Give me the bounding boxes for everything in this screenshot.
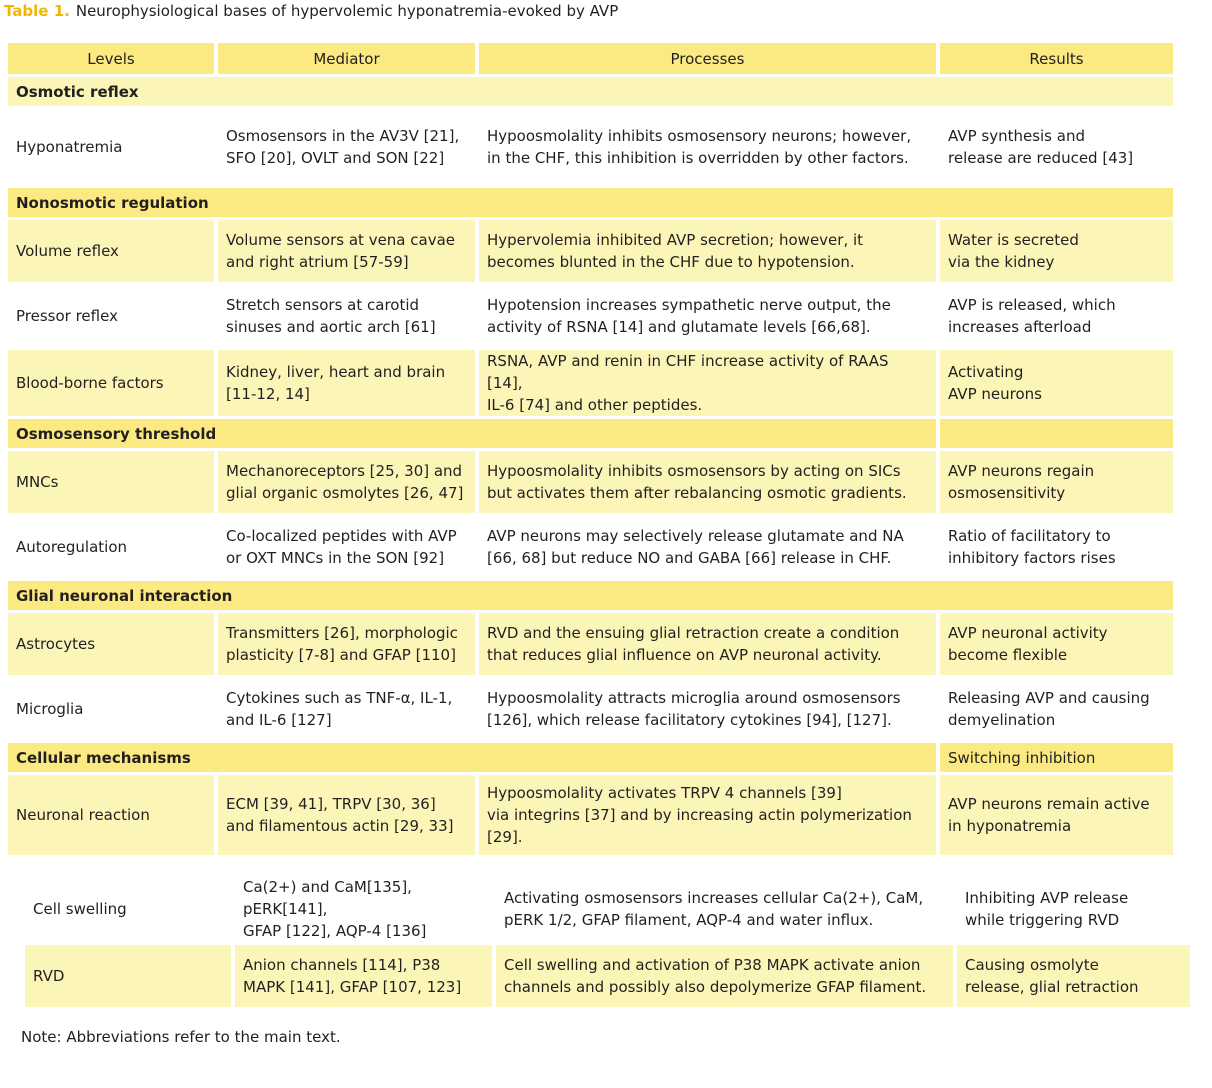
cell-level: MNCs bbox=[8, 451, 214, 513]
table-note: Note: Abbreviations refer to the main text. bbox=[21, 1028, 341, 1046]
table-row-mncs bbox=[8, 451, 1173, 513]
header-levels: Levels bbox=[8, 43, 214, 74]
section-title: Nonosmotic regulation bbox=[8, 188, 1173, 217]
header-mediator: Mediator bbox=[218, 43, 475, 74]
cell-process: Hypotension increases sympathetic nerve output, the activity of RSNA [14] and glutamate levels [66,68]. bbox=[479, 285, 936, 347]
cell-mediator: Mechanoreceptors [25, 30] and glial organic osmolytes [26, 47] bbox=[218, 451, 475, 513]
table-label: Table 1. bbox=[4, 2, 70, 20]
cell-mediator: ECM [39, 41], TRPV [30, 36] and filamentous actin [29, 33] bbox=[218, 775, 475, 855]
cell-result: Inhibiting AVP release while triggering RVD bbox=[957, 876, 1190, 942]
cell-mediator: Ca(2+) and CaM[135], pERK[141], GFAP [122], AQP-4 [136] bbox=[235, 876, 492, 942]
cell-mediator: Anion channels [114], P38 MAPK [141], GFAP [107, 123] bbox=[235, 945, 492, 1007]
cell-result: AVP neurons remain active in hyponatremia bbox=[940, 775, 1173, 855]
section-row-cellular-mechanisms bbox=[8, 743, 1173, 772]
cell-level: Blood-borne factors bbox=[8, 350, 214, 416]
cell-level: Volume reflex bbox=[8, 220, 214, 282]
cell-level: Cell swelling bbox=[25, 876, 231, 942]
cell-process: Hypervolemia inhibited AVP secretion; however, it becomes blunted in the CHF due to hypotension. bbox=[479, 220, 936, 282]
cell-result: AVP neuronal activity become flexible bbox=[940, 613, 1173, 675]
cell-process: Hypoosmolality inhibits osmosensors by acting on SICs but activates them after rebalancing osmotic gradients. bbox=[479, 451, 936, 513]
cell-result: AVP is released, which increases afterload bbox=[940, 285, 1173, 347]
cell-result: Causing osmolyte release, glial retraction bbox=[957, 945, 1190, 1007]
table-row-astrocytes bbox=[8, 613, 1173, 675]
main-table bbox=[4, 40, 1177, 858]
cell-mediator: Transmitters [26], morphologic plasticity [7-8] and GFAP [110] bbox=[218, 613, 475, 675]
section-result-cell bbox=[940, 419, 1173, 448]
cell-result: AVP synthesis and release are reduced [43] bbox=[940, 109, 1173, 185]
table-row-hyponatremia bbox=[8, 109, 1173, 185]
section-result-note: Switching inhibition bbox=[940, 743, 1173, 772]
cell-process: RSNA, AVP and renin in CHF increase activity of RAAS [14], IL-6 [74] and other peptides. bbox=[479, 350, 936, 416]
cell-level: Pressor reflex bbox=[8, 285, 214, 347]
cell-result: Releasing AVP and causing demyelination bbox=[940, 678, 1173, 740]
continuation-table bbox=[21, 873, 1194, 1010]
cell-level: RVD bbox=[25, 945, 231, 1007]
cell-process: RVD and the ensuing glial retraction create a condition that reduces glial influence on AVP neuronal activity. bbox=[479, 613, 936, 675]
cell-level: Astrocytes bbox=[8, 613, 214, 675]
cell-result: Activating AVP neurons bbox=[940, 350, 1173, 416]
section-title: Osmotic reflex bbox=[8, 77, 1173, 106]
cell-mediator: Cytokines such as TNF-α, IL-1, and IL-6 [127] bbox=[218, 678, 475, 740]
header-results: Results bbox=[940, 43, 1173, 74]
section-title: Cellular mechanisms bbox=[8, 743, 936, 772]
section-title: Glial neuronal interaction bbox=[8, 581, 1173, 610]
header-row bbox=[8, 43, 1173, 74]
cell-process: Cell swelling and activation of P38 MAPK activate anion channels and possibly also depolymerize GFAP filament. bbox=[496, 945, 953, 1007]
table-row-cell-swelling bbox=[25, 876, 1190, 942]
table-row-volume-reflex bbox=[8, 220, 1173, 282]
header-processes: Processes bbox=[479, 43, 936, 74]
table-row-pressor-reflex bbox=[8, 285, 1173, 347]
table-row-blood-borne-factors bbox=[8, 350, 1173, 416]
cell-result: Ratio of facilitatory to inhibitory factors rises bbox=[940, 516, 1173, 578]
cell-process: Hypoosmolality activates TRPV 4 channels [39] via integrins [37] and by increasing actin polymerization [29]. bbox=[479, 775, 936, 855]
section-title: Osmosensory threshold bbox=[8, 419, 936, 448]
cell-mediator: Osmosensors in the AV3V [21], SFO [20], OVLT and SON [22] bbox=[218, 109, 475, 185]
cell-process: Hypoosmolality inhibits osmosensory neurons; however, in the CHF, this inhibition is overridden by other factors. bbox=[479, 109, 936, 185]
table-row-neuronal-reaction bbox=[8, 775, 1173, 855]
cell-process: Hypoosmolality attracts microglia around osmosensors [126], which release facilitatory cytokines [94], [127]. bbox=[479, 678, 936, 740]
cell-level: Microglia bbox=[8, 678, 214, 740]
cell-result: Water is secreted via the kidney bbox=[940, 220, 1173, 282]
cell-mediator: Co-localized peptides with AVP or OXT MNCs in the SON [92] bbox=[218, 516, 475, 578]
section-row-glial-neuronal-interaction bbox=[8, 581, 1173, 610]
table-row-rvd bbox=[25, 945, 1190, 1007]
cell-mediator: Kidney, liver, heart and brain [11-12, 14] bbox=[218, 350, 475, 416]
cell-process: AVP neurons may selectively release glutamate and NA [66, 68] but reduce NO and GABA [66] release in CHF. bbox=[479, 516, 936, 578]
section-row-osmotic-reflex bbox=[8, 77, 1173, 106]
table-caption bbox=[4, 2, 618, 20]
cell-level: Autoregulation bbox=[8, 516, 214, 578]
table-row-autoregulation bbox=[8, 516, 1173, 578]
section-row-osmosensory-threshold bbox=[8, 419, 1173, 448]
section-row-nonosmotic-regulation bbox=[8, 188, 1173, 217]
cell-level: Hyponatremia bbox=[8, 109, 214, 185]
table-row-microglia bbox=[8, 678, 1173, 740]
cell-process: Activating osmosensors increases cellular Ca(2+), CaM, pERK 1/2, GFAP filament, AQP-4 and water influx. bbox=[496, 876, 953, 942]
table-title: Neurophysiological bases of hypervolemic hyponatremia-evoked by AVP bbox=[75, 2, 619, 20]
cell-level: Neuronal reaction bbox=[8, 775, 214, 855]
cell-result: AVP neurons regain osmosensitivity bbox=[940, 451, 1173, 513]
cell-mediator: Volume sensors at vena cavae and right atrium [57-59] bbox=[218, 220, 475, 282]
cell-mediator: Stretch sensors at carotid sinuses and aortic arch [61] bbox=[218, 285, 475, 347]
